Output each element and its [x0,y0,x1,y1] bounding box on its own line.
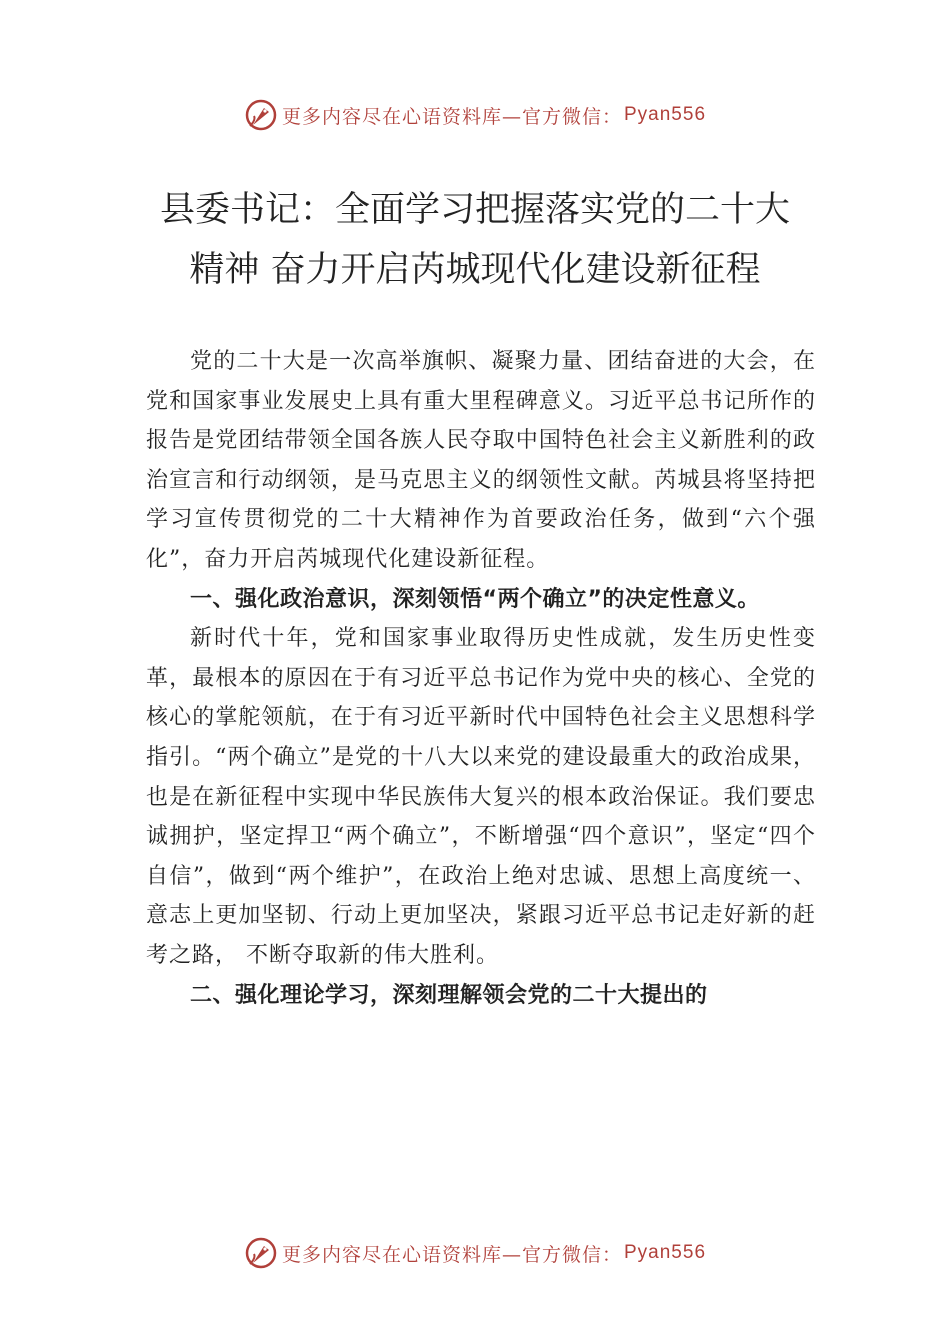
pen-nib-logo-icon [244,98,278,132]
pen-nib-logo-icon [244,1236,278,1270]
watermark-contact: Pyan556 [624,1242,707,1263]
watermark-banner-top [0,95,950,135]
document-body [146,342,816,1015]
watermark-text: 更多内容尽在心语资料库—官方微信： [281,105,622,128]
section-heading-1: 一、强化政治意识，深刻领悟“两个确立”的决定性意义。 [190,586,760,612]
section-heading-2: 二、强化理论学习，深刻理解领会党的二十大提出的 [190,982,708,1008]
watermark-contact: Pyan556 [624,104,707,125]
watermark-text: 更多内容尽在心语资料库—官方微信： [281,1243,622,1266]
title-line-2: 精神 奋力开启芮城现代化建设新征程 [189,250,761,290]
section-1-paragraph: 新时代十年，党和国家事业取得历史性成就，发生历史性变革，最根本的原因在于有习近平总书记作为党中央的核心、全党的核心的掌舵领航，在于有习近平新时代中国特色社会主义思想科学指引。“两个确立”是党的十八大以来党的建设最重大的政治成果，也是在新征程中实现中华民族伟大复兴的根本政治保证。我们要忠诚拥护，坚定捍卫“两个确立”，不断增强“四个意识”，坚定“四个自信”，做到“两个维护”，在政治上绝对忠诚、思想上高度统一、意志上更加坚韧、行动上更加坚决，紧跟习近平总书记走好新的赶考之路， 不断夺取新的伟大胜利。 [146,626,816,968]
title-line-1: 县委书记：全面学习把握落实党的二十大 [159,190,790,230]
intro-paragraph: 党的二十大是一次高举旗帜、凝聚力量、团结奋进的大会，在党和国家事业发展史上具有重大里程碑意义。习近平总书记所作的报告是党团结带领全国各族人民夺取中国特色社会主义新胜利的政治宣言和行动纲领，是马克思主义的纲领性文献。芮城县将坚持把学习宣传贯彻党的二十大精神作为首要政治任务，做到“六个强化”，奋力开启芮城现代化建设新征程。 [146,349,816,572]
watermark-banner-bottom [0,1233,950,1273]
document-title [90,180,860,300]
